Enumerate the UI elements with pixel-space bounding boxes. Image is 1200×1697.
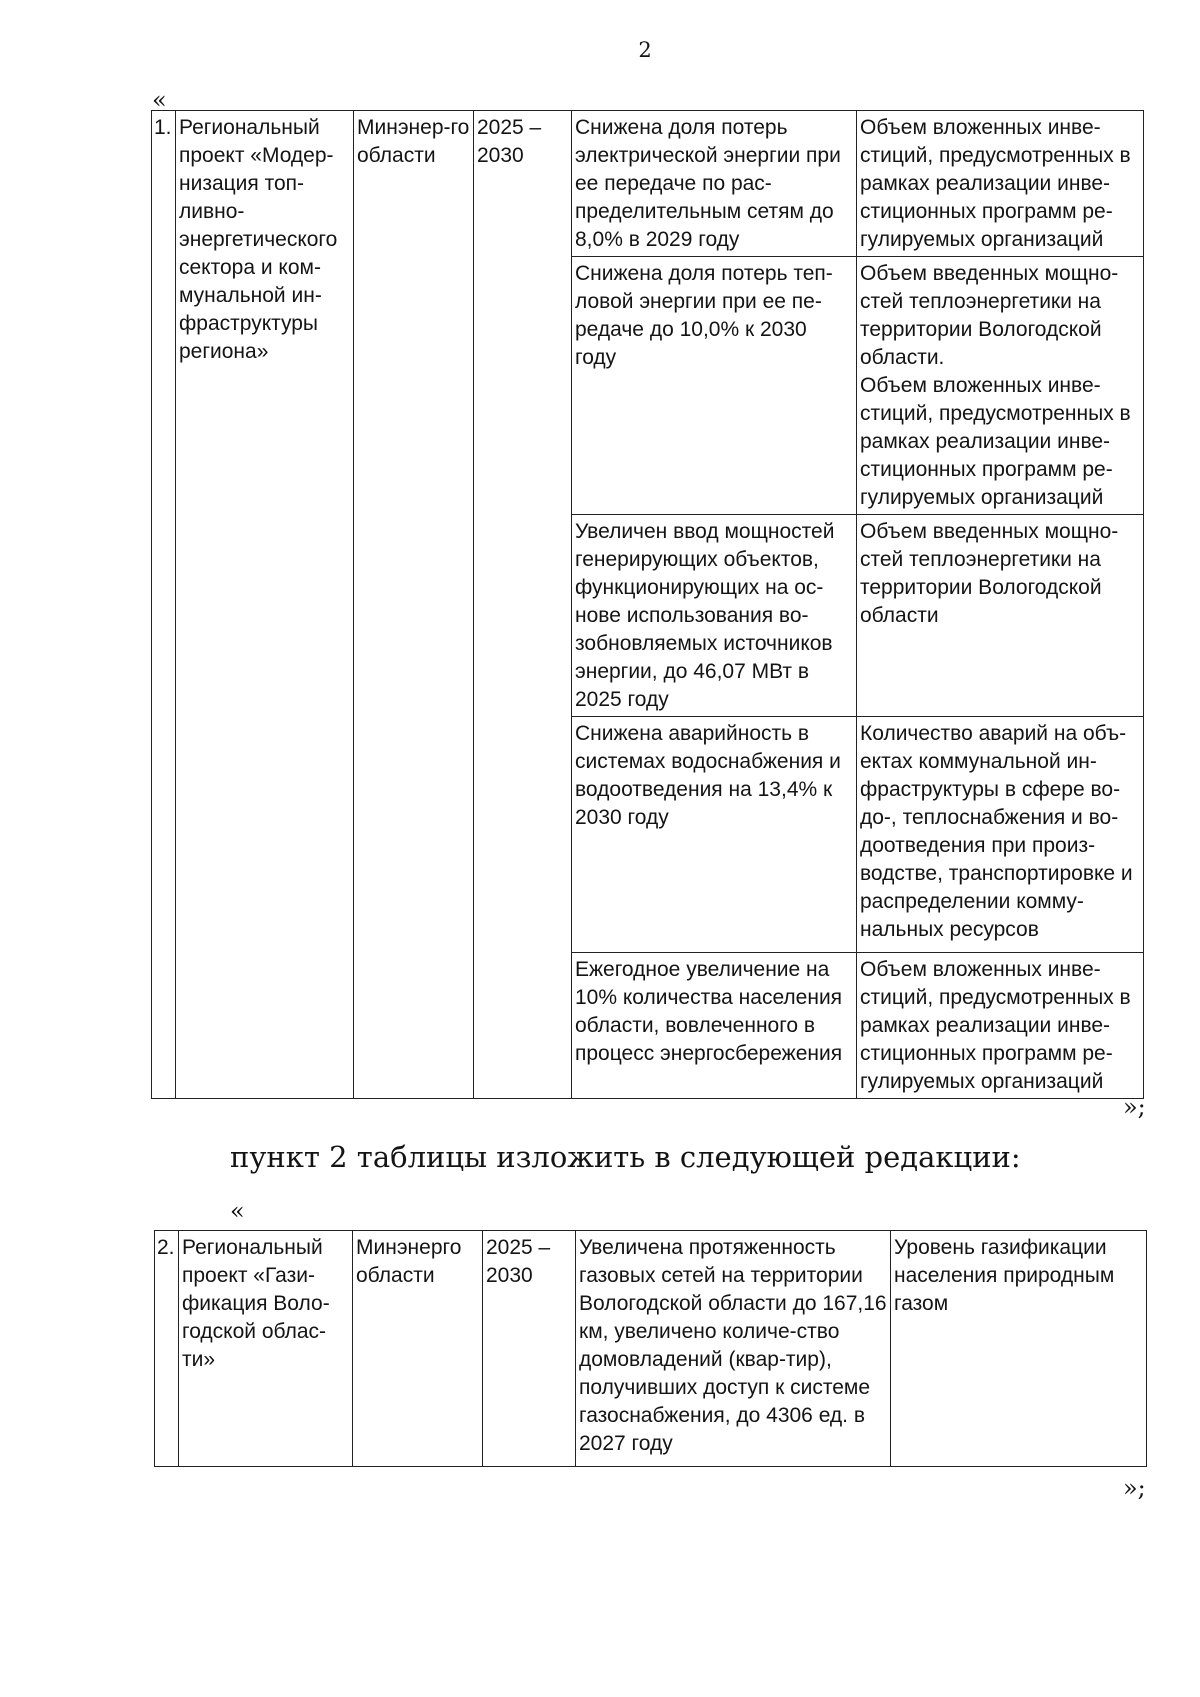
result-cell: Снижена доля потерь электрической энергии при ее передаче по рас-пределительным сетям до 8,0% в 2029 году: [572, 111, 857, 257]
row-number: 2.: [155, 1231, 179, 1467]
period: 2025 – 2030: [483, 1231, 576, 1467]
period: 2025 – 2030: [474, 111, 572, 1099]
responsible-body: Минэнерго области: [353, 1231, 483, 1467]
indicator-cell: [857, 257, 1144, 515]
table-item-1: [151, 110, 1144, 1099]
indicator-cell: Объем введенных мощно-стей теплоэнергетики на территории Вологодской области: [857, 515, 1144, 717]
result-cell: Увеличен ввод мощностей генерирующих объектов, функционирующих на ос-нове использования во-зобновляемых источников энергии, до 46,07 МВт в 2025 году: [572, 515, 857, 717]
instruction-text: пункт 2 таблицы изложить в следующей редакции:: [230, 1140, 1021, 1174]
result-cell: Снижена доля потерь теп-ловой энергии при ее пе-редаче до 10,0% к 2030 году: [572, 257, 857, 515]
result-cell: Ежегодное увеличение на 10% количества населения области, вовлеченного в процесс энергосбережения: [572, 953, 857, 1099]
indicator-cell: Объем вложенных инве-стиций, предусмотренных в рамках реализации инве-стиционных программ ре-гулируемых организаций: [857, 111, 1144, 257]
closing-quote-1: »;: [1123, 1093, 1146, 1121]
row-number: 1.: [152, 111, 176, 1099]
indicator-cell: Объем вложенных инве-стиций, предусмотренных в рамках реализации инве-стиционных программ ре-гулируемых организаций: [857, 953, 1144, 1099]
project-name: Региональный проект «Модер-низация топ-ливно-энергетического сектора и ком-мунальной ин-фраструктуры региона»: [176, 111, 354, 1099]
indicator-text-extra: Объем вложенных инве-стиций, предусмотренных в рамках реализации инве-стиционных программ ре-гулируемых организаций: [860, 374, 1131, 509]
table-item-2: [154, 1230, 1147, 1467]
project-name: Региональный проект «Гази-фикация Воло-годской облас-ти»: [179, 1231, 353, 1467]
opening-quote-1: «: [152, 86, 167, 114]
responsible-body: Минэнер-го области: [354, 111, 474, 1099]
indicator-cell: Уровень газификации населения природным газом: [891, 1231, 1147, 1467]
table-row: [155, 1231, 1147, 1467]
page-number: 2: [638, 38, 652, 62]
closing-quote-2: »;: [1123, 1474, 1146, 1502]
indicator-cell: Количество аварий на объ-ектах коммунальной ин-фраструктуры в сфере во-до-, теплоснабжения и во-доотведения при произ-водстве, транспортировке и распределении комму-нальных ресурсов: [857, 717, 1144, 953]
result-cell: Снижена аварийность в системах водоснабжения и водоотведения на 13,4% к 2030 году: [572, 717, 857, 953]
result-cell: Увеличена протяженность газовых сетей на территории Вологодской области до 167,16 км, увеличено количе-ство домовладений (квар-тир), получивших доступ к системе газоснабжения, до 4306 ед. в 2027 году: [576, 1231, 891, 1467]
table-row: [152, 111, 1144, 257]
indicator-text: Объем введенных мощно-стей теплоэнергетики на территории Вологодской области.: [860, 262, 1119, 369]
opening-quote-2: «: [230, 1197, 245, 1225]
